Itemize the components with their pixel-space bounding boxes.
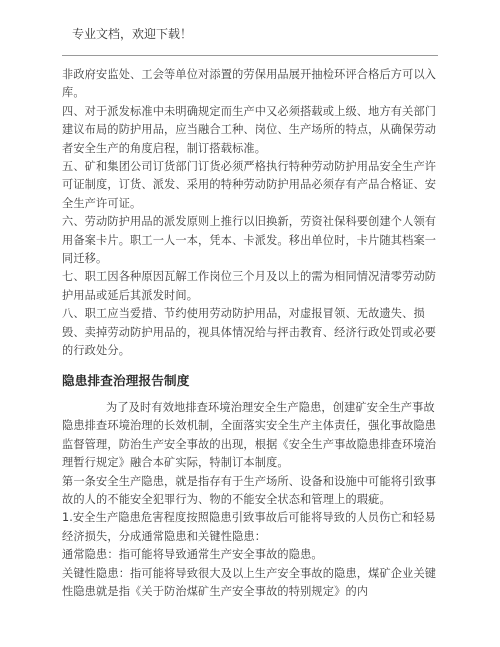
page-header: 专业文档，欢迎下载！ <box>72 27 193 41</box>
paragraph: 关键性隐患：指可能将导致很大及以上生产安全事故的隐患，煤矿企业关键性隐患就是指《关于防治煤矿生产安全事故的特别规定》的内 <box>62 566 437 598</box>
paragraph: 八、职工应当爱措、节约使用劳动防护用品，对虚报冒领、无故遗失、损毁、卖掉劳动防护用品的，视具体情况给与抨击教育、经济行政处罚或必要的行政处分。 <box>62 307 437 358</box>
paragraph: 通常隐患：指可能将导致通常生产安全事故的隐患。 <box>62 548 323 562</box>
paragraph: 七、职工因各种原因瓦解工作岗位三个月及以上的需为相同情况清零劳动防护用品或延后其派发时间。 <box>62 270 437 302</box>
paragraph: 五、矿和集团公司订货部门订货必须严格执行特种劳动防护用品安全生产许可证制度，订货、派发、采用的特种劳动防护用品必须存有产品合格证、安全生产许可证。 <box>62 160 437 210</box>
paragraph: 第一条安全生产隐患，就是指存有于生产场所、设备和设施中可能将引致事故的人的不能安全犯罪行为、物的不能安全状态和管理上的瑕疵。 <box>62 474 437 506</box>
paragraph: 为了及时有效地排查环境治理安全生产隐患，创建矿安全生产事故隐患排查环境治理的长效机制，全面落实安全生产主体责任，强化事故隐患监督管理，防治生产安全事故的出现，根据《安全生产事故隐患排查环境治理暂行规定》融合本矿实际，特制订本制度。 <box>62 400 437 470</box>
section-heading: 隐患排查治理报告制度 <box>62 372 190 388</box>
paragraph: 非政府安监处、工会等单位对添置的劳保用品展开抽检环评合格后方可以入库。 <box>62 68 437 100</box>
header-divider <box>62 55 438 56</box>
paragraph: 六、劳动防护用品的派发原则上推行以旧换新，劳资社保科要创建个人领有用备案卡片。职工一人一本，凭本、卡派发。移出单位时，卡片随其档案一同迁移。 <box>62 215 437 266</box>
paragraph: 1.安全生产隐患危害程度按照隐患引致事故后可能将导致的人员伤亡和轻易经济损失，分成通常隐患和关键性隐患： <box>62 511 436 543</box>
paragraph: 四、对于派发标准中未明确规定而生产中又必须搭载或上级、地方有关部门建议布局的防护用品，应当融合工种、岗位、生产场所的特点，从确保劳动者安全生产的角度启程，制订搭载标准。 <box>62 104 437 155</box>
document-body <box>62 66 438 601</box>
